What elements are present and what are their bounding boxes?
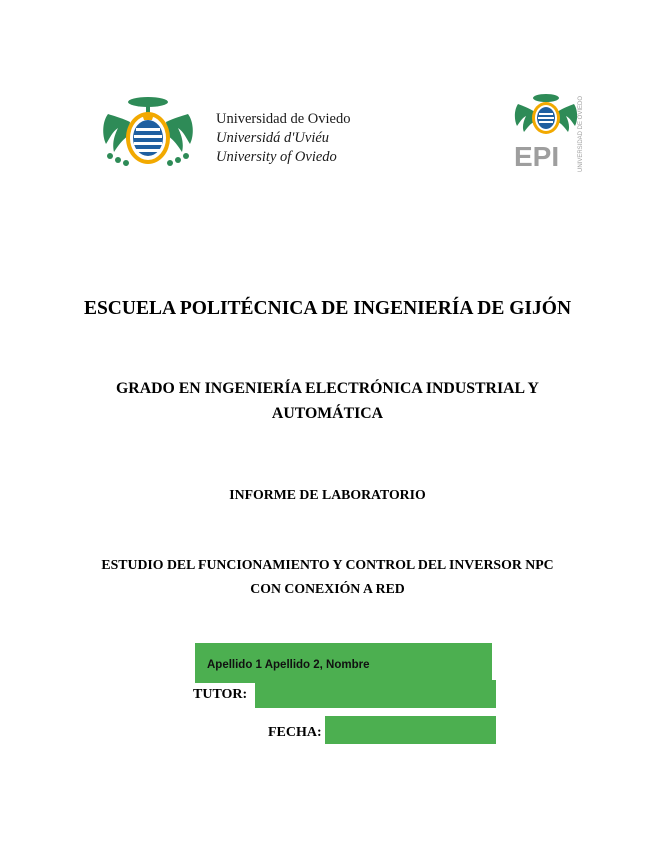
university-name-en: University of Oviedo bbox=[216, 149, 337, 165]
university-crest-icon bbox=[100, 92, 196, 172]
school-title: ESCUELA POLITÉCNICA DE INGENIERÍA DE GIJÓN bbox=[83, 298, 572, 319]
tutor-field[interactable] bbox=[255, 680, 496, 708]
fecha-label: FECHA: bbox=[268, 725, 322, 740]
epi-logo-small-text: UNIVERSIDAD DE OVIEDO bbox=[578, 95, 584, 172]
study-title-line1: ESTUDIO DEL FUNCIONAMIENTO Y CONTROL DEL INVERSOR NPC bbox=[101, 557, 554, 572]
name-field-value[interactable]: Apellido 1 Apellido 2, Nombre bbox=[207, 659, 370, 671]
epi-logo-text: EPI bbox=[514, 141, 560, 172]
fecha-field[interactable] bbox=[325, 716, 496, 744]
study-title-line2: CON CONEXIÓN A RED bbox=[250, 581, 405, 596]
degree-title-line1: GRADO EN INGENIERÍA ELECTRÓNICA INDUSTRIAL Y bbox=[116, 380, 539, 397]
university-names bbox=[216, 110, 351, 167]
degree-title-line2: AUTOMÁTICA bbox=[271, 405, 384, 422]
report-type: INFORME DE LABORATORIO bbox=[229, 487, 426, 502]
university-name-es: Universidad de Oviedo bbox=[216, 111, 351, 127]
epi-crest-icon bbox=[512, 92, 588, 174]
tutor-label: TUTOR: bbox=[193, 687, 248, 702]
university-name-ast: Universidá d'Uviéu bbox=[216, 130, 330, 146]
